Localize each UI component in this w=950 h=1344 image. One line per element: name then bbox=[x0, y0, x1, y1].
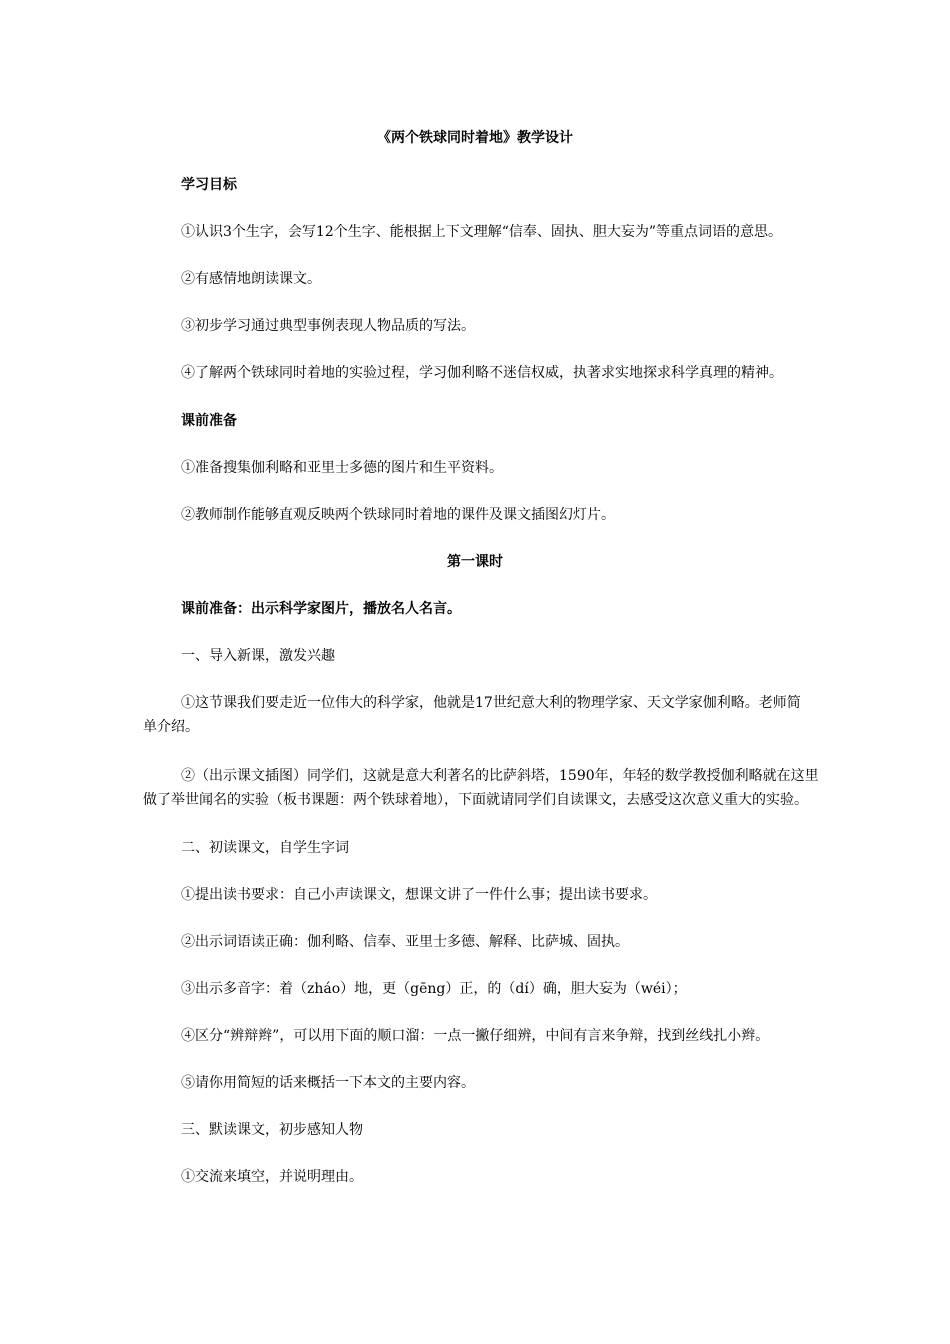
goals-heading: 学习目标 bbox=[181, 177, 237, 193]
prep-item-1: ①准备搜集伽利略和亚里士多德的图片和生平资料。 bbox=[181, 460, 503, 476]
goal-item-1: ①认识3个生字，会写12个生字、能根据上下文理解“信奉、固执、胆大妄为”等重点词语的意思。 bbox=[181, 224, 783, 240]
part2-item-3: ③出示多音字：着（zháo）地，更（gēng）正，的（dí）确，胆大妄为（wéi）； bbox=[181, 981, 687, 997]
lesson1-prep-note: 课前准备：出示科学家图片，播放名人名言。 bbox=[181, 601, 461, 617]
part3-item-1: ①交流来填空，并说明理由。 bbox=[181, 1169, 363, 1185]
goal-item-2: ②有感情地朗读课文。 bbox=[181, 271, 321, 287]
part3-heading: 三、默读课文，初步感知人物 bbox=[181, 1122, 363, 1138]
part1-para1-line2: 单介绍。 bbox=[143, 719, 199, 735]
part2-item-4: ④区分“辨辩辫”，可以用下面的顺口溜：一点一撇仔细辨，中间有言来争辩，找到丝线扎小辫。 bbox=[181, 1028, 770, 1044]
part2-item-1: ①提出读书要求：自己小声读课文，想课文讲了一件什么事；提出读书要求。 bbox=[181, 887, 657, 903]
lesson1-heading: 第一课时 bbox=[447, 554, 503, 570]
part1-para1-line1: ①这节课我们要走近一位伟大的科学家，他就是17世纪意大利的物理学家、天文学家伽利略。老师简 bbox=[181, 695, 801, 711]
part2-item-2: ②出示词语读正确：伽利略、信奉、亚里士多德、解释、比萨城、固执。 bbox=[181, 934, 629, 950]
prep-item-2: ②教师制作能够直观反映两个铁球同时着地的课件及课文插图幻灯片。 bbox=[181, 507, 615, 523]
part2-heading: 二、初读课文，自学生字词 bbox=[181, 840, 349, 856]
prep-heading: 课前准备 bbox=[181, 413, 237, 429]
part2-item-5: ⑤请你用简短的话来概括一下本文的主要内容。 bbox=[181, 1075, 475, 1091]
goal-item-4: ④了解两个铁球同时着地的实验过程，学习伽利略不迷信权威，执著求实地探求科学真理的精神。 bbox=[181, 365, 783, 381]
part1-heading: 一、导入新课，激发兴趣 bbox=[181, 648, 335, 664]
part1-para2-line1: ②（出示课文插图）同学们，这就是意大利著名的比萨斜塔，1590年，年轻的数学教授伽利略就在这里 bbox=[181, 768, 819, 784]
part1-para2-line2: 做了举世闻名的实验（板书课题：两个铁球着地），下面就请同学们自读课文，去感受这次意义重大的实验。 bbox=[143, 792, 808, 808]
document-title: 《两个铁球同时着地》教学设计 bbox=[377, 130, 573, 146]
goal-item-3: ③初步学习通过典型事例表现人物品质的写法。 bbox=[181, 318, 475, 334]
